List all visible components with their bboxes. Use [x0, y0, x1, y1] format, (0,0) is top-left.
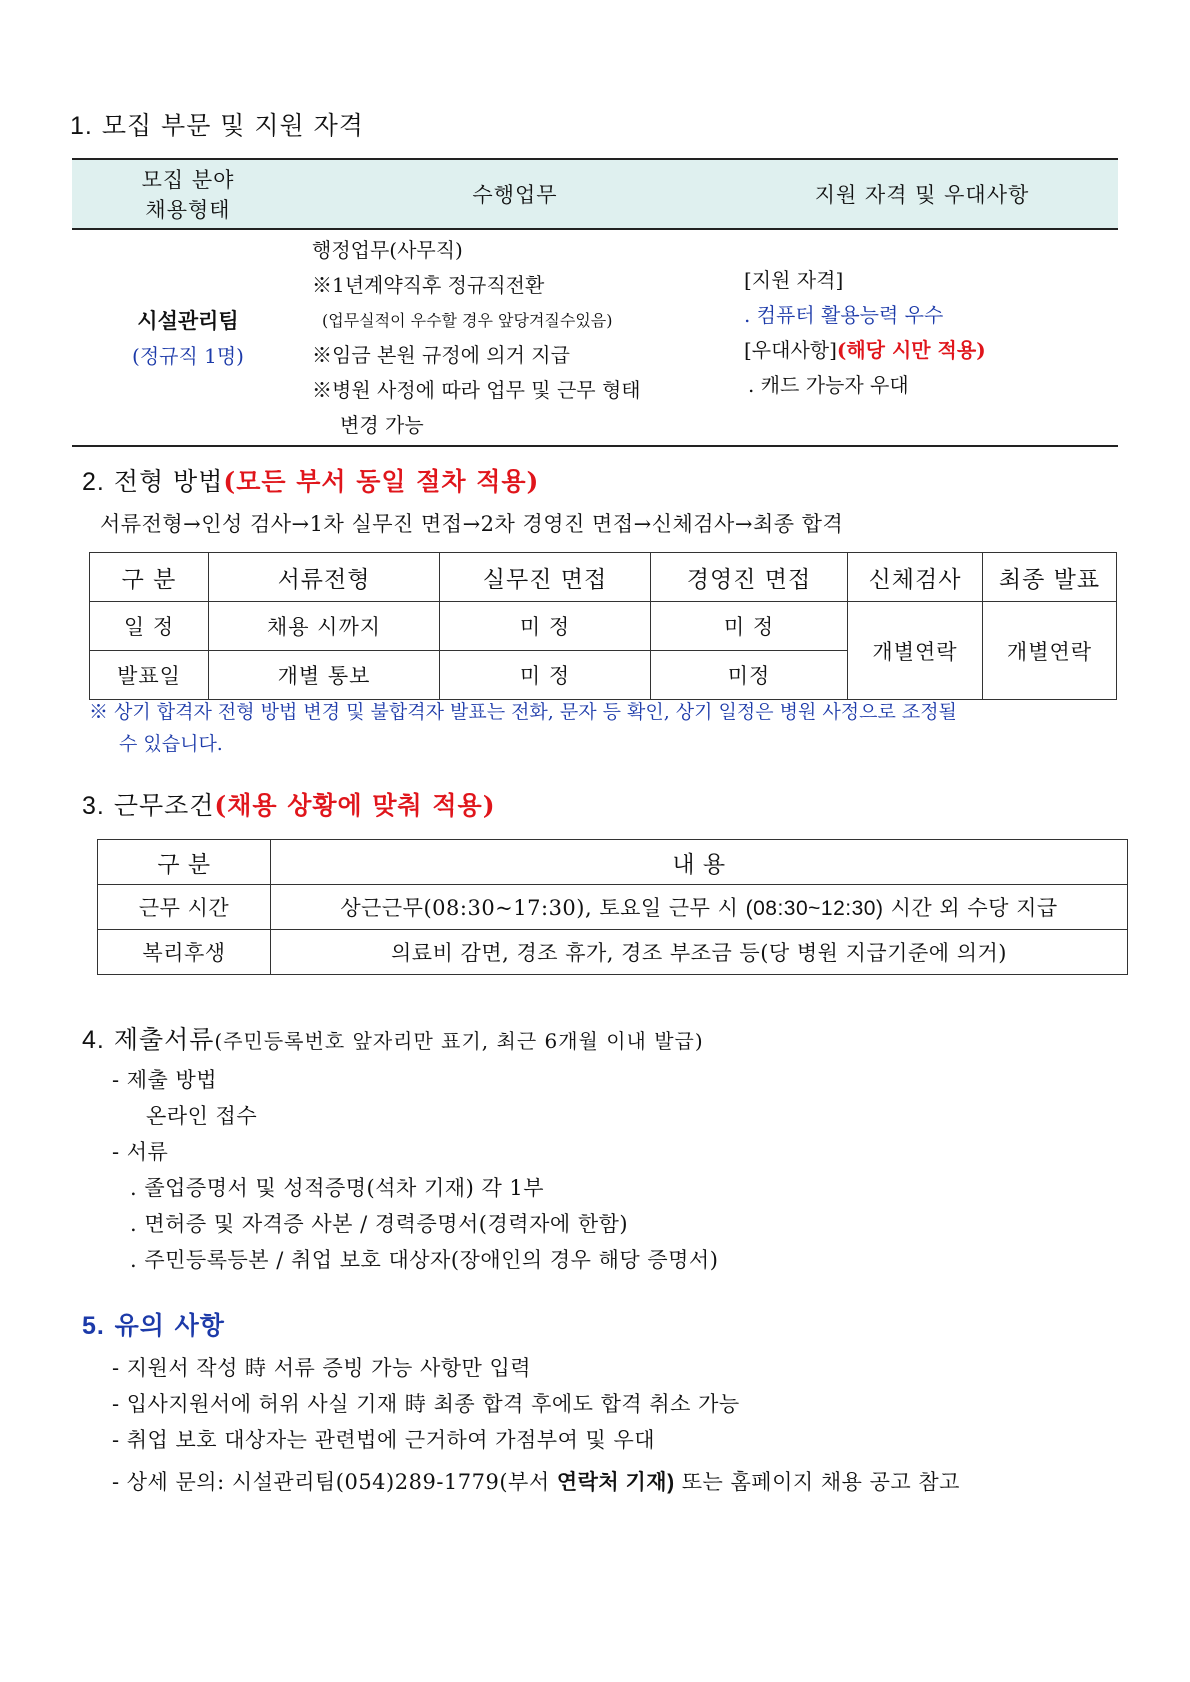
table-cell: 미 정: [440, 651, 651, 700]
duty-line: ※임금 본원 규정에 의거 지급: [312, 342, 570, 367]
header-field: [72, 159, 304, 229]
section-1-title: [70, 106, 364, 142]
work-conditions-table: [97, 839, 1128, 975]
table-cell: 개별연락: [848, 602, 983, 700]
section-3-title: [82, 786, 496, 822]
document-line: . 졸업증명서 및 성적증명(석차 기재) 각 1부: [130, 1176, 545, 1200]
recruitment-table: [72, 158, 1118, 447]
qualification-header: [지원 자격]: [744, 268, 844, 292]
column-header: 최종 발표: [983, 553, 1117, 602]
table-row: [90, 602, 1117, 651]
preference-note: (해당 시만 적용): [836, 338, 986, 362]
row-content: [271, 885, 1128, 930]
column-header: 내 용: [271, 840, 1128, 885]
section-2-title: [82, 462, 539, 498]
notice-line: - 지원서 작성 時 서류 증빙 가능 사항만 입력: [112, 1356, 532, 1380]
section-title-text: 전형 방법: [113, 467, 224, 496]
table-row: [98, 885, 1128, 930]
table-cell: 채용 시까지: [209, 602, 440, 651]
document-line: - 서류: [112, 1140, 169, 1164]
team-headcount: (정규직 1명): [132, 343, 244, 368]
section-number: 2.: [82, 468, 105, 496]
header-field-line2: 채용형태: [145, 198, 231, 222]
duty-line: ※1년계약직후 정규직전환: [312, 272, 545, 297]
column-header: 구 분: [90, 553, 209, 602]
document-line: . 주민등록등본 / 취업 보호 대상자(장애인의 경우 해당 증명서): [130, 1248, 719, 1272]
section-title-text: 근무조건: [113, 791, 215, 820]
selection-note: [89, 696, 957, 760]
section-number: 5.: [82, 1312, 105, 1340]
table-cell: 미정: [651, 651, 848, 700]
section-title-note: (주민등록번호 앞자리만 표기, 최근 6개월 이내 발급): [214, 1029, 704, 1053]
table-row: [98, 930, 1128, 975]
section-5-title: [82, 1306, 225, 1342]
row-label: 복리후생: [98, 930, 271, 975]
table-header-row: [90, 553, 1117, 602]
contact-text: 또는 홈페이지 채용 공고 참고: [674, 1470, 960, 1494]
contact-line: [112, 1466, 960, 1496]
preference-item: . 캐드 가능자 우대: [748, 373, 909, 397]
contact-text: - 상세 문의: 시설관리팀(054)289-1779(부서: [112, 1470, 557, 1494]
table-cell: 일 정: [90, 602, 209, 651]
section-title-text: 모집 부문 및 지원 자격: [101, 111, 364, 140]
column-header: 신체검사: [848, 553, 983, 602]
notice-line: - 입사지원서에 허위 사실 기재 時 최종 합격 후에도 합격 취소 가능: [112, 1392, 740, 1416]
section-number: 4.: [82, 1026, 105, 1054]
header-duties: 수행업무: [304, 159, 726, 229]
notice-line: - 취업 보호 대상자는 관련법에 근거하여 가점부여 및 우대: [112, 1428, 656, 1452]
document-line: 온라인 접수: [146, 1104, 258, 1128]
content-hours: (08:30~12:30): [745, 897, 884, 920]
column-header: 경영진 면접: [651, 553, 848, 602]
team-cell: [72, 229, 304, 446]
column-header: 서류전형: [209, 553, 440, 602]
table-header-row: [98, 840, 1128, 885]
section-title-text: 유의 사항: [114, 1311, 225, 1340]
document-line: . 면허증 및 자격증 사본 / 경력증명서(경력자에 한함): [130, 1212, 629, 1236]
table-cell: 미 정: [440, 602, 651, 651]
column-header: 구 분: [98, 840, 271, 885]
table-cell: 미 정: [651, 602, 848, 651]
table-cell: 개별 통보: [209, 651, 440, 700]
duty-line: 행정업무(사무직): [312, 237, 463, 262]
duty-line: (업무실적이 우수할 경우 앞당겨질수있음): [322, 310, 613, 330]
section-number: 1.: [70, 112, 93, 140]
contact-highlight: 연락처 기재): [556, 1471, 675, 1494]
row-label: 근무 시간: [98, 885, 271, 930]
content-text: 시간 외 수당 지급: [883, 896, 1058, 920]
section-title-highlight: (모든 부서 동일 절차 적용): [223, 467, 540, 496]
qualification-item: . 컴퓨터 활용능력 우수: [744, 303, 944, 327]
qualifications-cell: [726, 229, 1118, 446]
note-line: 수 있습니다.: [119, 733, 223, 755]
section-number: 3.: [82, 792, 105, 820]
section-title-text: 제출서류: [113, 1025, 215, 1054]
team-name: 시설관리팀: [137, 309, 239, 333]
content-text: 상근근무(08:30~17:30), 토요일 근무 시: [340, 896, 746, 920]
duty-line: ※병원 사정에 따라 업무 및 근무 형태: [312, 377, 641, 402]
note-line: ※ 상기 합격자 전형 방법 변경 및 불합격자 발표는 전화, 문자 등 확인, 상기 일정은 병원 사정으로 조정될: [89, 701, 957, 723]
header-field-line1: 모집 분야: [141, 168, 235, 192]
table-row: [72, 229, 1118, 446]
section-4-title: [82, 1020, 704, 1056]
selection-flow: 서류전형→인성 검사→1차 실무진 면접→2차 경영진 면접→신체검사→최종 합격: [100, 512, 844, 536]
document-line: - 제출 방법: [112, 1068, 218, 1092]
preference-header: [우대사항]: [744, 338, 837, 362]
section-title-highlight: (채용 상황에 맞춰 적용): [214, 791, 496, 820]
selection-schedule-table: [89, 552, 1117, 700]
header-qualifications: 지원 자격 및 우대사항: [726, 159, 1118, 229]
duty-line: 변경 가능: [340, 412, 424, 437]
table-cell: 개별연락: [983, 602, 1117, 700]
column-header: 실무진 면접: [440, 553, 651, 602]
duties-cell: [304, 229, 726, 446]
row-content: 의료비 감면, 경조 휴가, 경조 부조금 등(당 병원 지급기준에 의거): [271, 930, 1128, 975]
table-cell: 발표일: [90, 651, 209, 700]
